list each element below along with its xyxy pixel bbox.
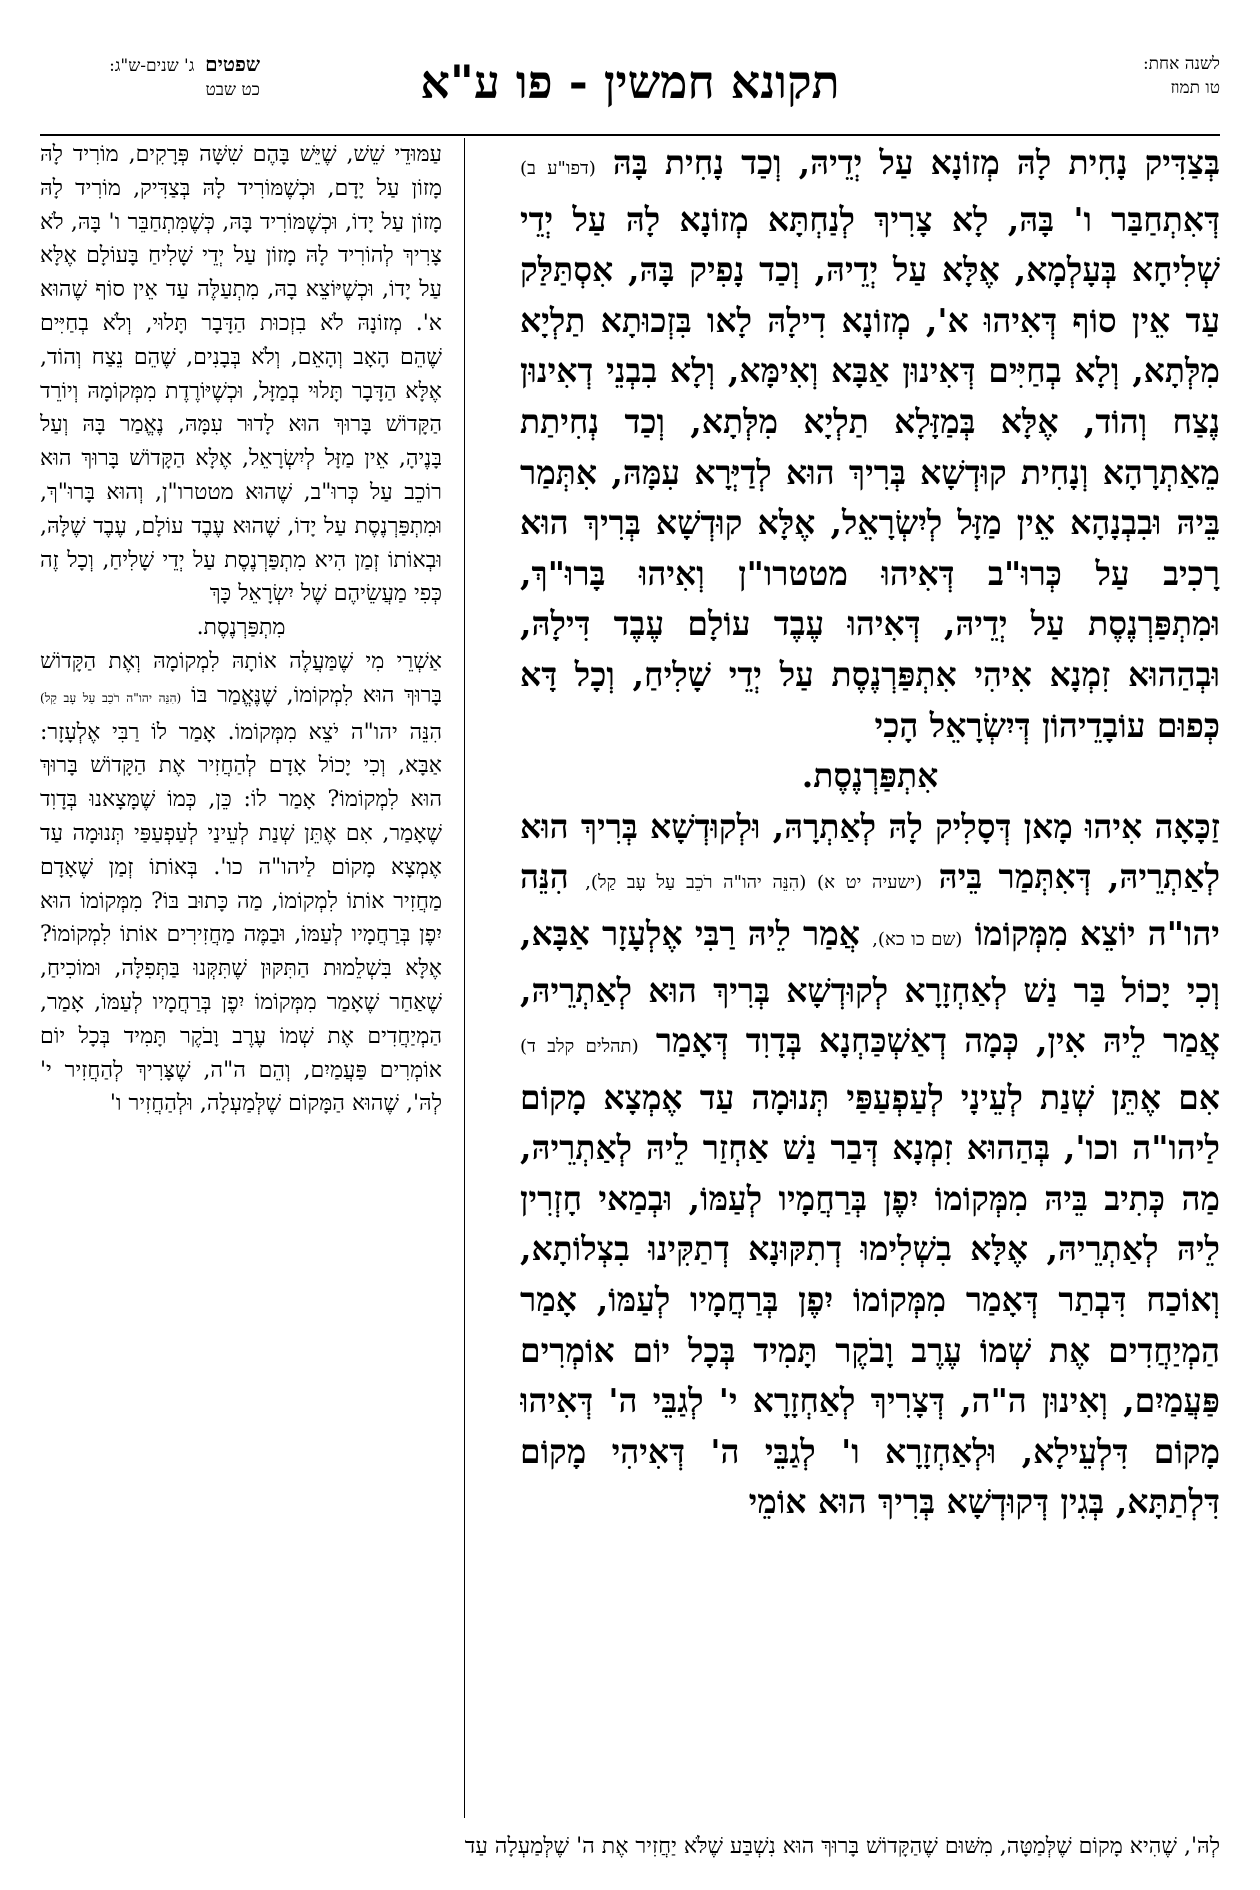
translation-column — [40, 138, 442, 1818]
main-paragraph-1 — [520, 138, 1220, 751]
page-title: תקונא חמשין - פו ע"א — [420, 55, 840, 109]
side-p1-end: מִתְפַּרְנֶסֶת. — [196, 615, 286, 641]
side-p2-reference: (הִנֵּה יהו"ה רֹכֵב עַל עָב קַל) — [40, 690, 182, 705]
main-p2-text: זַכָּאָה אִיהוּ מָאן דְּסָלִיק לָהּ לְאַתְרָהּ, וּלְקוּדְשָׁא בְּרִיךְ הוּא לְאַתְרֵיהּ, דְּאִתְּמַר בֵּיהּ — [520, 806, 1220, 897]
header-cycle-three-years: ג' שנים-ש"ג: — [109, 56, 195, 76]
side-paragraph-1 — [40, 138, 442, 611]
main-text-column — [520, 138, 1220, 1818]
main-p2-continuation: אֲמַר לֵיהּ רַבִּי אֶלְעָזָר אַבָּא, וְכִי יָכוֹל בַּר נַשׁ לְאַחְזָרָא לְקוּדְשָׁא בְּרִיךְ הוּא לְאַתְרֵיהּ, אֲמַר לֵיהּ אִין, כְּמָה דְאַשְׁכַּחְנָא בְּדָוִד דְּאָמַר — [520, 913, 1220, 1061]
main-p2-verse: הִנֵּה יהו"ה יוֹצֵא מִמְּקוֹמוֹ — [520, 857, 1220, 953]
side-p1-text: עַמּוּדֵי שֵׁשׁ, שֶׁיֵּשׁ בָּהֶם שִׁשָּׁה פְּרָקִים, מוֹרִיד לָהּ מָזוֹן עַל יָדָם, וּכְשֶׁמּוֹרִיד לָהּ בְּצַדִּיק, מוֹרִיד לָהּ מָזוֹן עַל יָדוֹ, וּכְשֶׁמּוֹרִיד בָּהּ, כְּשֶׁמִּתְחַבֵּר ו' בָּהּ, לֹא צָרִיךְ לְהוֹרִיד לָהּ מָזוֹן עַל יְדֵי שָׁלִיחַ בָּעוֹלָם אֶלָּא עַל יָדוֹ, וּכְשֶׁיּוֹצֵא בָהּ, מִתְעַלֶּה עַד אֵין סוֹף שֶׁהוּא א'. מְזוֹנָהּ לֹא בִזְכוּת הַדָּבָר תָּלוּי, וְלֹא בְחַיִּים שֶׁהֵם הָאָב וְהָאֵם, וְלֹא בְּבָנִים, שֶׁהֵם נֵצַח וְהוֹד, אֶלָּא הַדָּבָר תָּלוּי בְמַזָּל, וּכְשֶׁיּוֹרֶדֶת מִמְּקוֹמָהּ וְיוֹרֵד הַקָּדוֹשׁ בָּרוּךְ הוּא לָדוּר עִמָּהּ, נֶאֱמַר בָּהּ וְעַל בָּנֶיהָ, אֵין מַזָּל לְיִשְׂרָאֵל, אֶלָּא הַקָּדוֹשׁ בָּרוּךְ הוּא רוֹכֵב עַל כְּרוּ"ב, שֶׁהוּא מטטרו"ן, וְהוּא בָּרוּ"ךְ, וּמִתְפַּרְנֶסֶת עַל יָדוֹ, שֶׁהוּא עֶבֶד עוֹלָם, עֶבֶד שֶׁלָּהּ, וּבְאוֹתוֹ זְמַן הִיא מִתְפַּרְנֶסֶת עַל יְדֵי שָׁלִיחַ, וְכָל זֶה כְּפִי מַעֲשֵׂיהֶם שֶׁל יִשְׂרָאֵל כָּךְ — [40, 142, 442, 607]
main-p1-end: אִתְפַּרְנֶסֶת. — [801, 756, 939, 796]
main-p1-reference: (דפו"ע ב) — [520, 158, 596, 179]
main-p2-reference-1: (ישעיה יט א) (הִנֵּה יהו"ה רֹכֵב עַל עָב קַל), — [585, 872, 923, 894]
header-left-top — [40, 52, 260, 78]
main-p2-rest: אִם אֶתֵּן שְׁנַת לְעֵינָי לְעַפְעַפַּי תְּנוּמָה עַד אֶמְצָא מָקוֹם לַיהו"ה וכו', בְּהַהוּא זִמְנָא דְּבַר נַשׁ אַחְזַר לֵיהּ לְאַתְרֵיהּ, מַה כְּתִיב בֵּיהּ מִמְּקוֹמוֹ יִפֶן בְּרַחֲמָיו לְעַמּוֹ, וּבְמַאי חָזְרִין לֵיהּ לְאַתְרֵיהּ, אֶלָּא בִשְׁלִימוּ דְתִקּוּנָא דְתַקִּינוּ בִצְלוֹתָא, וְאוֹכַח דִּבְתַר דְּאָמַר מִמְּקוֹמוֹ יִפֶן בְּרַחֲמָיו לְעַמּוֹ, אָמַר הַמְיַחֲדִים אֶת שְׁמוֹ עֶרֶב וָבֹקֶר תָּמִיד בְּכָל יוֹם אוֹמְרִים פַּעֲמַיִם, וְאִינוּן ה"ה, דְּצָרִיךְ לְאַחְזָרָא י' לְגַבֵּי ה' דְּאִיהוּ מָקוֹם דִּלְעֵילָא, וּלְאַחְזָרָא ו' לְגַבֵּי ה' דְּאִיהִי מָקוֹם דִּלְתַתָּא, בְּגִין דְּקוּדְשָׁא בְּרִיךְ הוּא אוֹמֵי — [520, 1077, 1220, 1522]
side-p2-text: אַשְׁרֵי מִי שֶׁמַּעֲלֶה אוֹתָהּ לִמְקוֹמָהּ וְאֶת הַקָּדוֹשׁ בָּרוּךְ הוּא לִמְקוֹמוֹ, שֶׁנֶּאֱמַר בּוֹ — [40, 648, 442, 708]
side-p2-rest: הִנֵּה יהו"ה יֹצֵא מִמְּקוֹמוֹ. אָמַר לוֹ רַבִּי אֶלְעָזָר: אַבָּא, וְכִי יָכוֹל אָדָם לְהַחֲזִיר אֶת הַקָּדוֹשׁ בָּרוּךְ הוּא לִמְקוֹמוֹ? אָמַר לוֹ: כֵּן, כְּמוֹ שֶׁמָּצָאנוּ בְּדָוִד שֶׁאָמַר, אִם אֶתֵּן שְׁנַת לְעֵינַי לְעַפְעַפַּי תְּנוּמָה עַד אֶמְצָא מָקוֹם לַיהו"ה כו'. בְּאוֹתוֹ זְמַן שֶׁאָדָם מַחֲזִיר אוֹתוֹ לִמְקוֹמוֹ, מַה כָּתוּב בּוֹ? מִמְּקוֹמוֹ הוּא יִפֶן בְּרַחֲמָיו לְעַמּוֹ, וּבַמֶּה מַחֲזִירִים אוֹתוֹ לִמְקוֹמוֹ? אֶלָּא בִּשְׁלֵמוּת הַתִּקּוּן שֶׁתִּקְּנוּ בַּתְּפִלָּה, וּמוֹכִיחַ, שֶׁאַחַר שֶׁאָמַר מִמְּקוֹמוֹ יִפֶן בְּרַחֲמָיו לְעַמּוֹ, אָמַר, הַמְיַחֲדִים אֶת שְׁמוֹ עֶרֶב וָבֹקֶר תָּמִיד בְּכָל יוֹם אוֹמְרִים פַּעֲמַיִם, וְהֵם ה"ה, שֶׁצָּרִיךְ לְהַחֲזִיר י' לְהּ', שֶׁהוּא הַמָּקוֹם שֶׁלְּמַעְלָה, וּלְהַחֲזִיר ו' — [40, 719, 442, 1117]
main-p1-text: בְּצַדִּיק נָחִית לָהּ מְזוֹנָא עַל יְדֵיהּ, וְכַד נָחִית בָּהּ — [612, 143, 1220, 182]
main-p2-reference-3: (תהלים קלב ד) — [520, 1036, 639, 1058]
main-paragraph-2 — [520, 802, 1220, 1528]
main-p1-continuation: דְּאִתְחַבַּר ו' בָּהּ, לָא צָרִיךְ לְנַחְתָּא מְזוֹנָא לָהּ עַל יְדֵי שְׁלִיחָא בְּעָלְמָא, אֶלָּא עַל יְדֵיהּ, וְכַד נָפִיק בָּהּ, אִסְתַּלַּק עַד אֵין סוֹף דְּאִיהוּ א', מְזוֹנָא דִילָהּ לָאו בִּזְכוּתָא תַלְיָא מִלְּתָא, וְלָא בְחַיִּים דְּאִינוּן אַבָּא וְאִימָּא, וְלָא בִבְנֵי דְאִינוּן נֶצַח וְהוֹד, אֶלָּא בְּמַזָּלָא תַלְיָא מִלְּתָא, וְכַד נְחִיתַת מֵאַתְרָהָא וְנָחִית קוּדְשָׁא בְּרִיךְ הוּא לְדַיְּרָא עִמָּהּ, אִתְּמַר בֵּיהּ וּבִבְנָהָא אֵין מַזָּל לְיִשְׂרָאֵל, אֶלָּא קוּדְשָׁא בְּרִיךְ הוּא רָכִיב עַל כְּרוּ"ב דְּאִיהוּ מטטרו"ן וְאִיהוּ בָּרוּ"ךְ, וּמִתְפַּרְנֶסֶת עַל יְדֵיהּ, דְּאִיהוּ עֶבֶד עוֹלָם עֶבֶד דִּילָהּ, וּבְהַהוּא זִמְנָא אִיהִי אִתְפַּרְנֶסֶת עַל יְדֵי שָׁלִיחַ, וְכָל דָּא כְּפוּם עוֹבָדֵיהוֹן דְּיִשְׂרָאֵל הָכִי — [520, 199, 1220, 745]
header-right-block — [1000, 52, 1220, 100]
header-rule — [40, 134, 1220, 136]
side-paragraph-2 — [40, 645, 442, 1121]
header-left-date: כט שבט — [205, 80, 260, 100]
header-right-date: טו תמוז — [1170, 78, 1220, 98]
column-divider — [464, 138, 465, 1818]
bottom-continuation-line: לְהּ', שֶׁהִיא מָקוֹם שֶׁלְּמַטָּה, מִשּׁוּם שֶׁהַקָּדוֹשׁ בָּרוּךְ הוּא נִשְׁבַּע שֶׁלֹּא יַחֲזִיר אֶת ה' שֶׁלְּמַעְלָה עַד — [464, 1834, 1220, 1859]
page-header — [40, 52, 1220, 132]
main-p2-reference-2: (שם כו כא), — [872, 928, 963, 950]
header-parsha: שפטים — [205, 52, 260, 76]
header-cycle-one-year: לשנה אחת: — [1142, 54, 1220, 74]
header-left-block — [40, 52, 260, 102]
